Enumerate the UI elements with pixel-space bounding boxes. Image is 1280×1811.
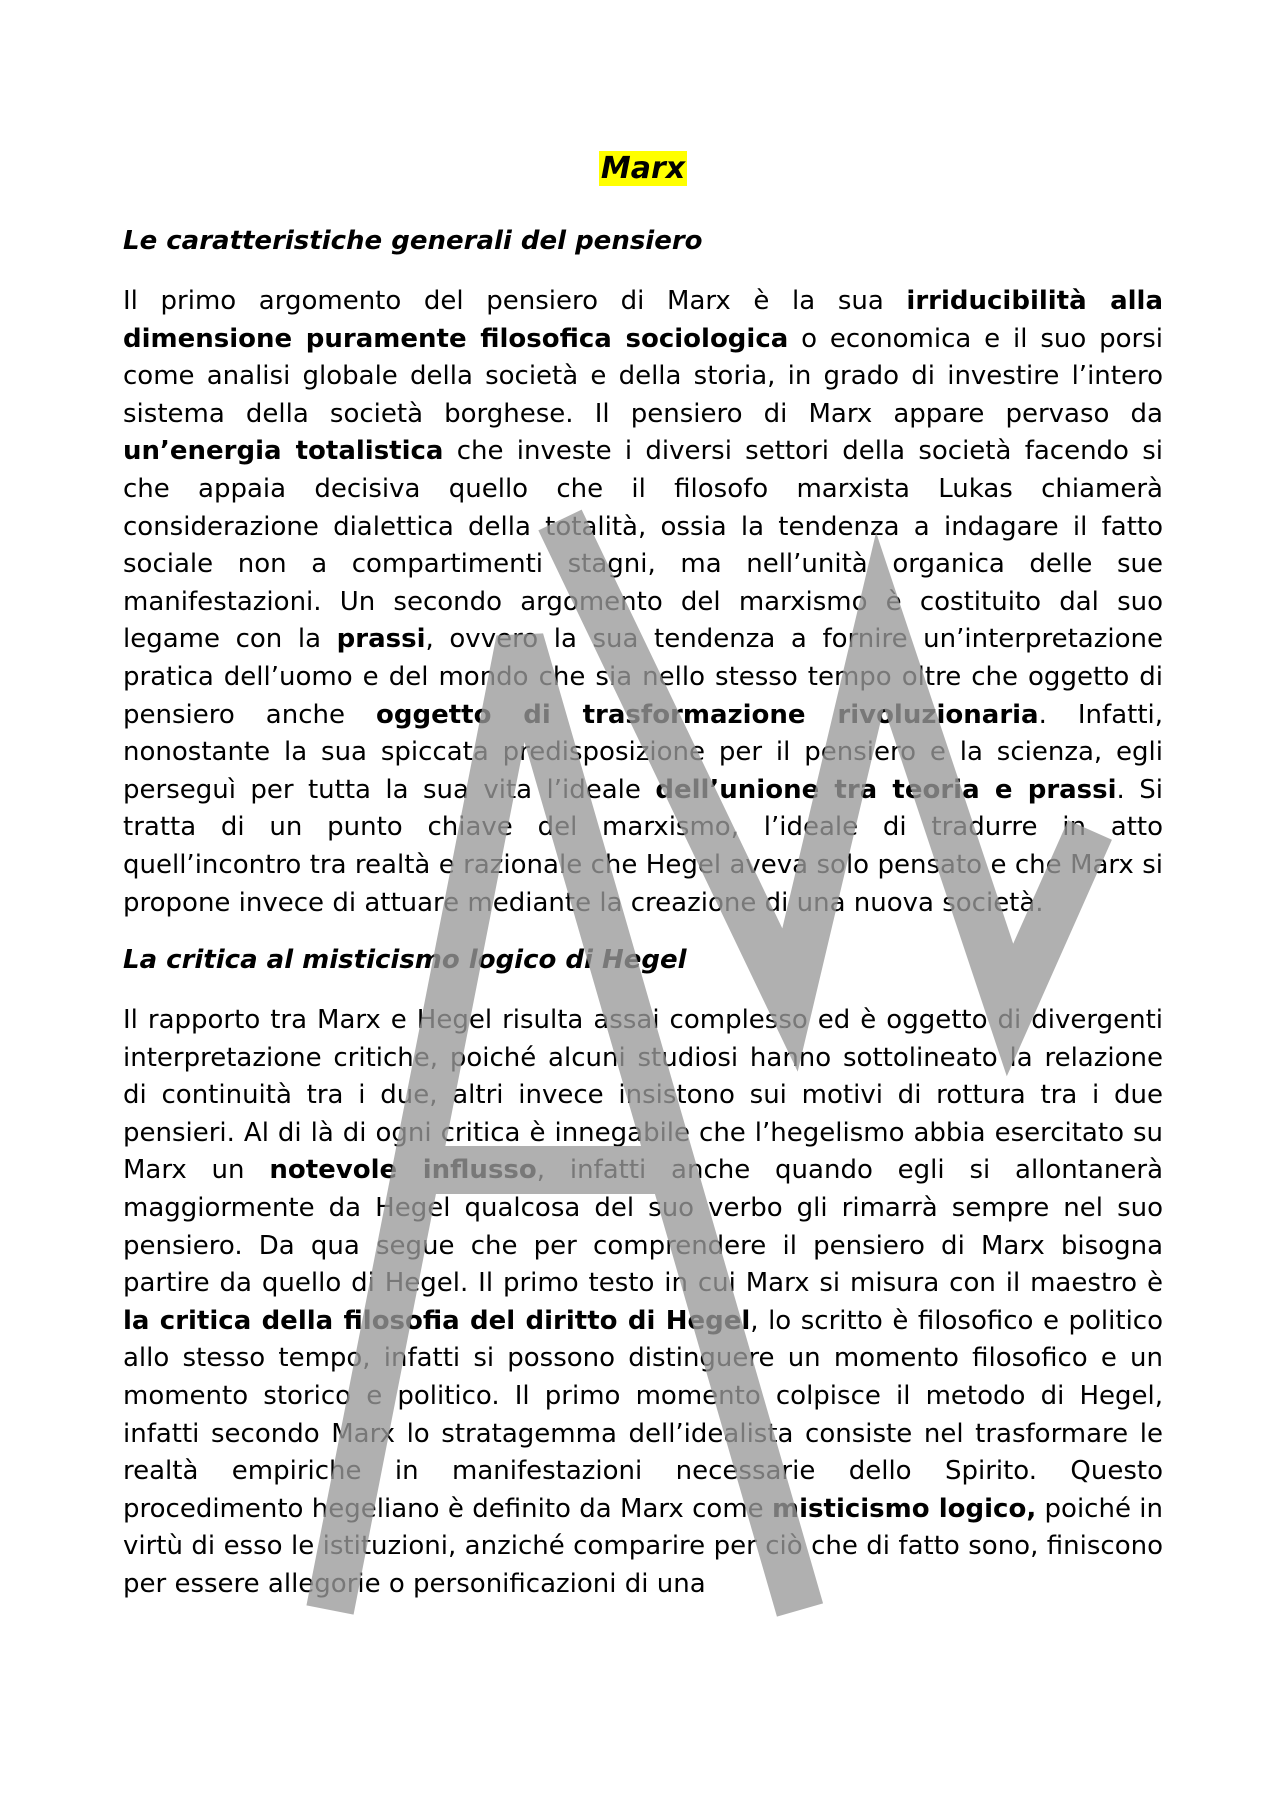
section-heading-2: La critica al misticismo logico di Hegel bbox=[123, 945, 687, 976]
text-run: Il rapporto tra Marx e Hegel risulta assai complesso ed è oggetto di divergenti interpretazione critiche, poiché alcuni studiosi hanno sottolineato la relazione di continuità tra i due, altri invece insistono sui motivi di rottura tra i due pensieri. Al di là di ogni critica è innegabile che l’hegelismo abbia esercitato su Marx un bbox=[123, 1005, 1163, 1186]
bold-text-run: irriducibilità alla dimensione puramente filosofica sociologica bbox=[123, 286, 1163, 354]
document-title: Marx bbox=[600, 151, 686, 186]
text-run: o economica e il suo porsi come analisi globale della società e della storia, in grado di investire l’intero sistema della società borghese. Il pensiero di Marx appare pervaso da bbox=[123, 323, 1163, 429]
text-run: , ovvero la sua tendenza a fornire un’interpretazione pratica dell’uomo e del mondo che sia nello stesso tempo oltre che oggetto di pensiero anche bbox=[123, 624, 1163, 730]
document-page bbox=[123, 145, 1163, 1622]
text-run: Il primo argomento del pensiero di Marx è la sua bbox=[123, 286, 907, 316]
section-paragraph-2 bbox=[123, 1002, 1163, 1604]
bold-text-run: un’energia totalistica bbox=[123, 436, 444, 467]
text-run: , infatti anche quando egli si allontanerà maggiormente da Hegel qualcosa del suo verbo gli rimarrà sempre nel suo pensiero. Da qua segue che per comprendere il pensiero di Marx bisogna partire da quello di Hegel. Il primo testo in cui Marx si misura con il maestro è bbox=[123, 1155, 1164, 1299]
bold-text-run: la critica della filosofia del diritto di Hegel bbox=[123, 1305, 751, 1336]
bold-text-run: prassi bbox=[336, 624, 426, 655]
bold-text-run: misticismo logico, bbox=[772, 1493, 1037, 1524]
text-run: che investe i diversi settori della società facendo si che appaia decisiva quello che il filosofo marxista Lukas chiamerà considerazione dialettica della totalità, ossia la tendenza a indagare il fatto sociale non a compartimenti stagni, ma nell’unità organica delle sue manifestazioni. Un secondo argomento del marxismo è costituito dal suo legame con la bbox=[123, 436, 1163, 655]
text-run: poiché in virtù di esso le istituzioni, anziché comparire per ciò che di fatto sono, finiscono per essere allegorie o personificazioni di una bbox=[123, 1493, 1164, 1599]
text-run: . Infatti, nonostante la sua spiccata predisposizione per il pensiero e la scienza, egli perseguì per tutta la sua vita l’ideale bbox=[123, 699, 1163, 805]
title-line bbox=[123, 145, 1163, 197]
text-run: . Si tratta di un punto chiave del marxismo, l’ideale di tradurre in atto quell’incontro tra realtà e razionale che Hegel aveva solo pensato e che Marx si propone invece di attuare mediante la creazione di una nuova società. bbox=[123, 774, 1163, 918]
text-run: , lo scritto è filosofico e politico allo stesso tempo, infatti si possono distinguere un momento filosofico e un momento storico e politico. Il primo momento colpisce il metodo di Hegel, infatti secondo Marx lo stratagemma dell’idealista consiste nel trasformare le realtà empiriche in manifestazioni necessarie dello Spirito. Questo procedimento hegeliano è definito da Marx come bbox=[123, 1305, 1163, 1524]
bold-text-run: oggetto di trasformazione rivoluzionaria bbox=[376, 699, 1039, 730]
bold-text-run: notevole influsso bbox=[269, 1155, 537, 1186]
section-heading-1: Le caratteristiche generali del pensiero bbox=[123, 226, 703, 256]
bold-text-run: dell’unione tra teoria e prassi bbox=[655, 774, 1117, 805]
section-paragraph-1 bbox=[123, 283, 1163, 922]
